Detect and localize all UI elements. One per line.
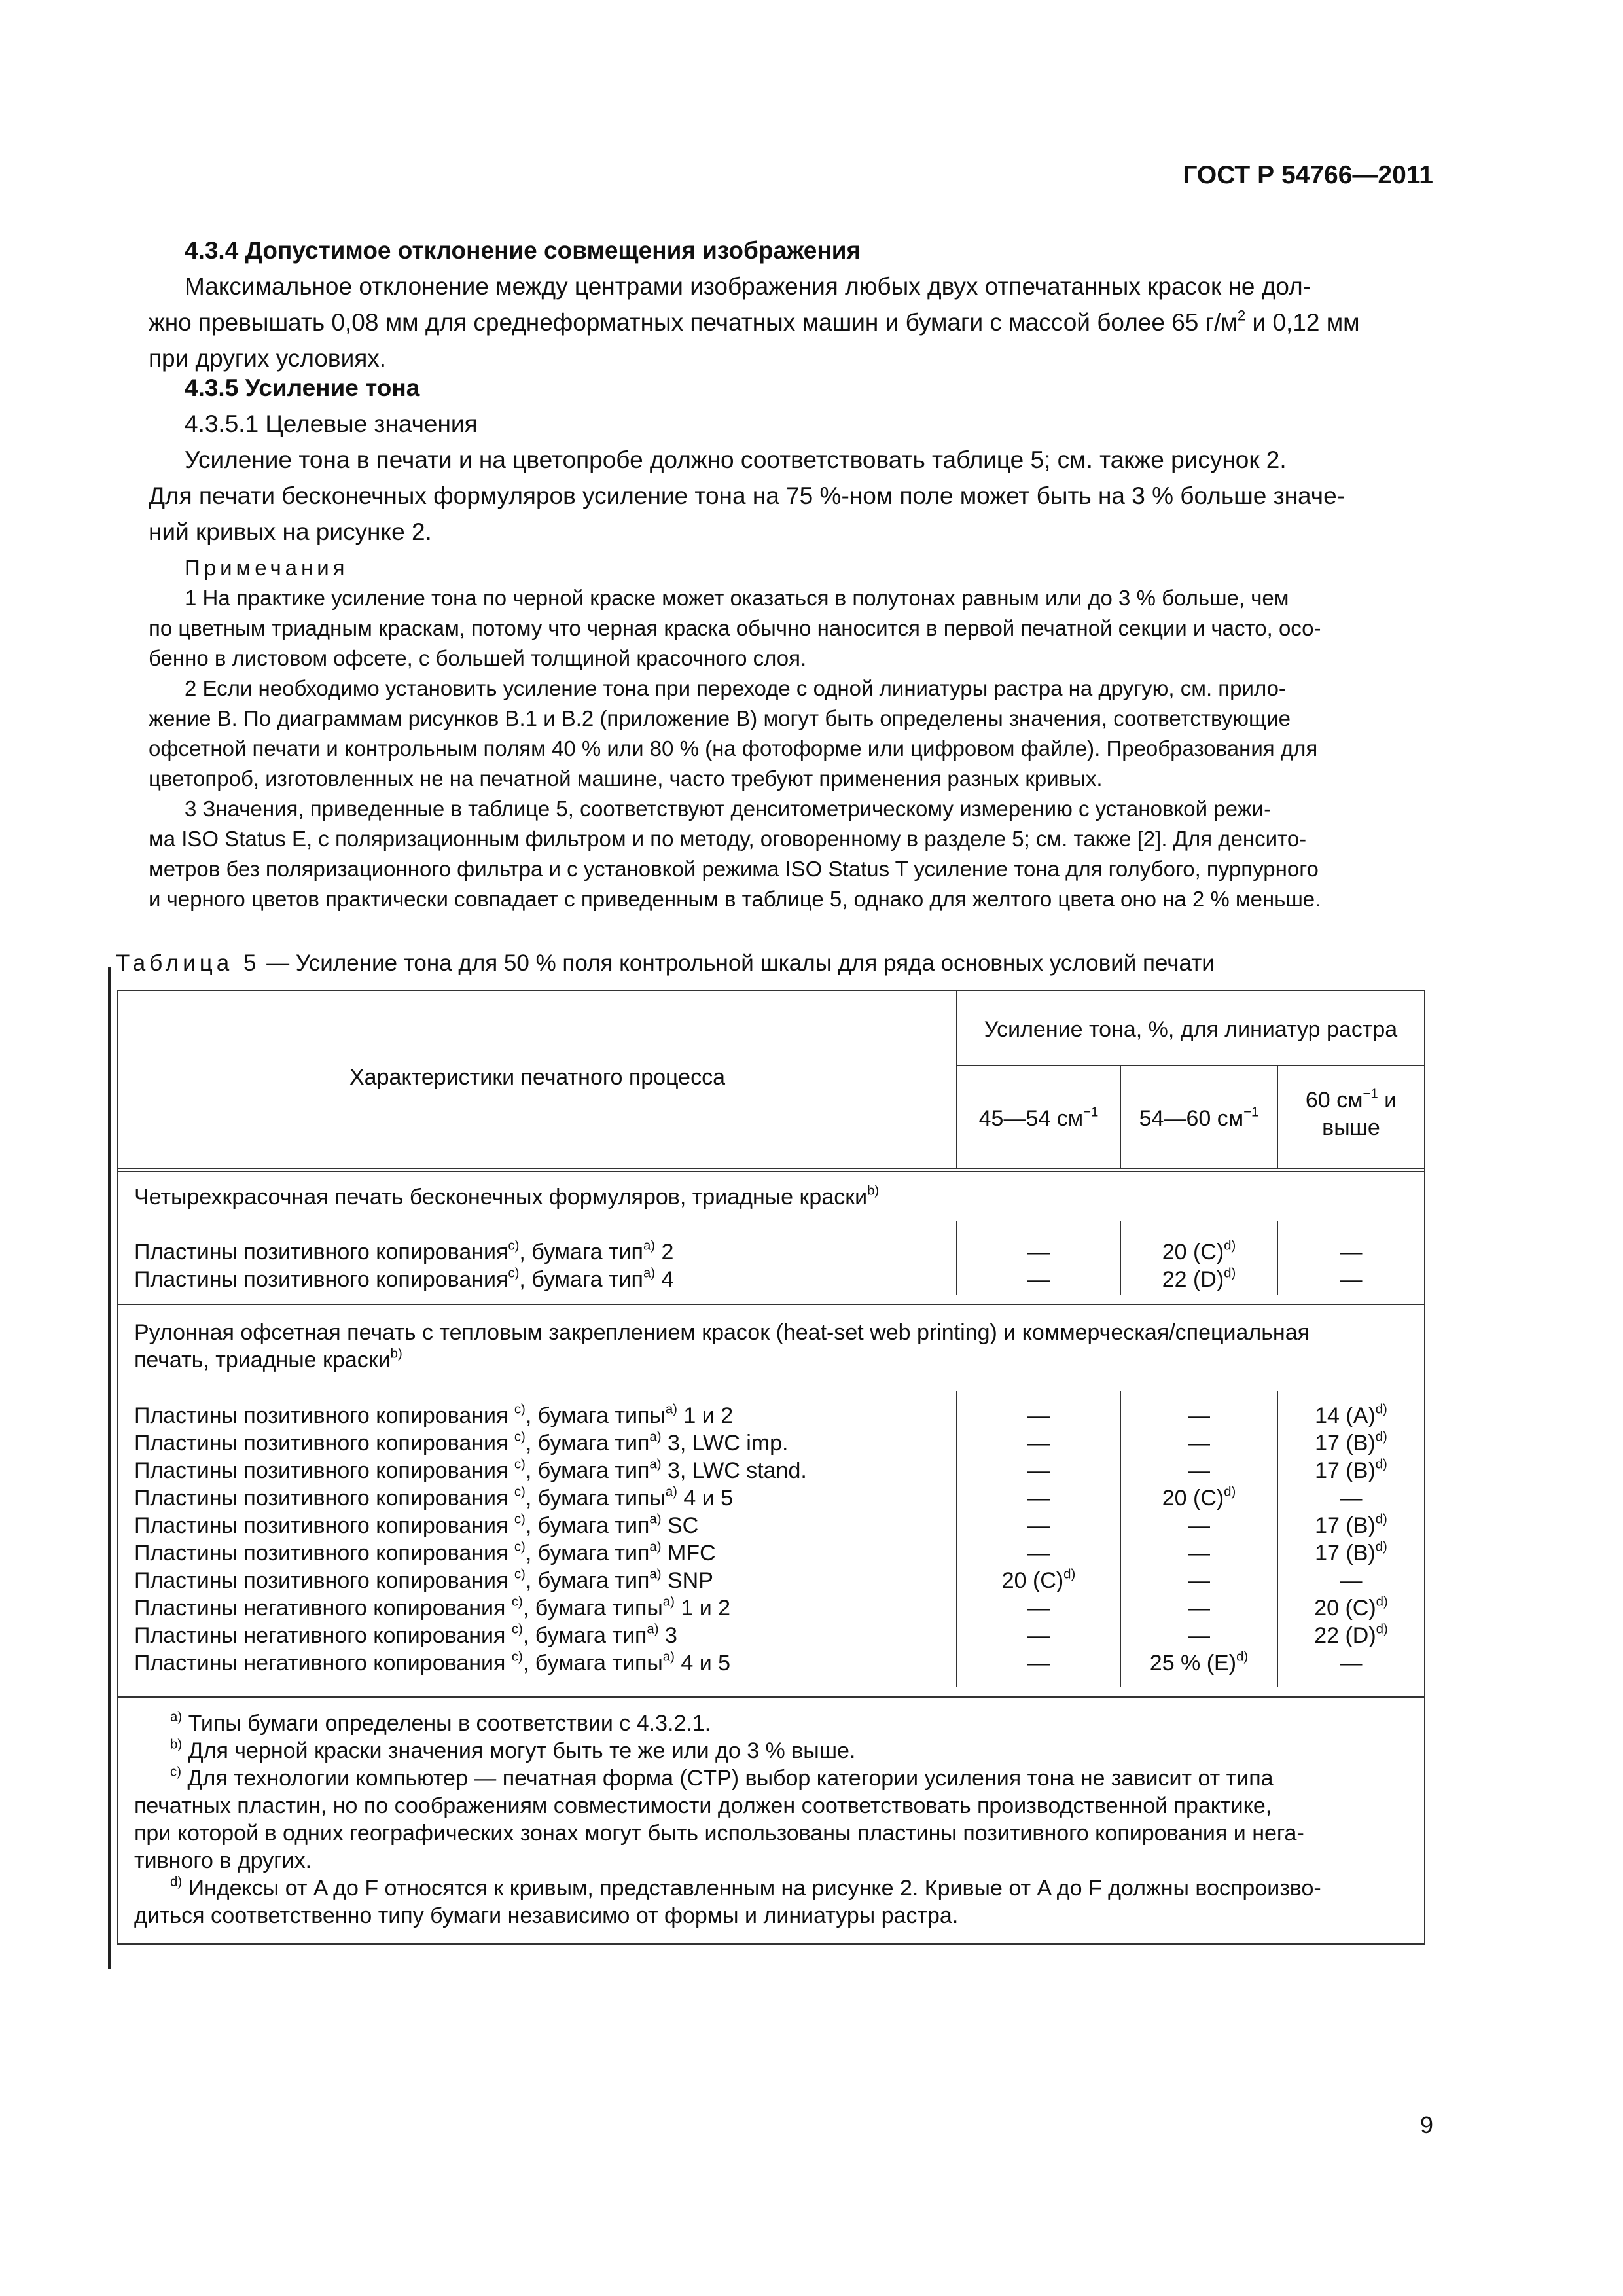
table-cell: 17 $(B)^{d)}$ xyxy=(1315,1539,1387,1566)
table-cell: — xyxy=(1188,1431,1210,1456)
table-cell: 20 $(C)^{d)}$ xyxy=(1162,1238,1236,1265)
table-row-label: Пластины позитивного копирования$^{c)}$, бумага тип$^{a)}$ 4 xyxy=(134,1266,674,1292)
table-cell: — xyxy=(1027,1623,1050,1648)
table-cell: — xyxy=(1027,1458,1050,1483)
table-cell: — xyxy=(1027,1431,1050,1456)
table-cell: 22 $(D)^{d)}$ xyxy=(1314,1622,1388,1648)
table-cell: — xyxy=(1027,1651,1050,1676)
table-cell: 20 $(C)^{d)}$ xyxy=(1314,1594,1388,1621)
notes-title: Примечания xyxy=(185,556,349,580)
table-cell: — xyxy=(1027,1403,1050,1428)
table-cell: 17 $(B)^{d)}$ xyxy=(1315,1429,1387,1456)
table-cell: — xyxy=(1188,1458,1210,1483)
table-cell: — xyxy=(1027,1486,1050,1511)
footnote-c: $^{c)}$ Для технологии компьютер — печатная форма (CTP) выбор категории усиления тона не зависит от типа печатных пластин, но по соображениям совместимости должен соответствовать производственной практике, при которой в одних географических зонах могут быть использованы пластины позитивного копирования и нега- тивного в других. xyxy=(134,1765,1304,1873)
section-434-paragraph: Максимальное отклонение между центрами изображения любых двух отпечатанных красок не дол- жно превышать 0,08 мм для среднеформатных печатных машин и бумаги с массой более 65 $г/м^2$ и 0,12 мм при других условиях. xyxy=(149,273,1360,372)
table-cell: 20 $(C)^{d)}$ xyxy=(1162,1484,1236,1511)
table-header-characteristics: Характеристики печатного процесса xyxy=(349,1065,725,1090)
table-header-col2: 54—60 $см^{-1}$ xyxy=(1139,1105,1259,1131)
table-cell: — xyxy=(1340,1486,1363,1511)
table-row-label: Пластины негативного копирования $^{c)}$, бумага типы$^{a)}$ 4 и 5 xyxy=(134,1649,731,1676)
table-header-dot-gain: Усиление тона, %, для линиатур растра xyxy=(984,1017,1398,1042)
table-footnotes xyxy=(134,1710,1414,1929)
table-cell: — xyxy=(1027,1541,1050,1566)
table-cell: — xyxy=(1188,1541,1210,1566)
table-cell: — xyxy=(1188,1623,1210,1648)
table-row-label: Пластины позитивного копирования $^{c)}$, бумага тип$^{a)}$ 3, LWC imp. xyxy=(134,1429,789,1456)
table-cell: — xyxy=(1027,1596,1050,1621)
table-cell: — xyxy=(1340,1267,1363,1292)
table-row-label: Пластины позитивного копирования $^{c)}$, бумага тип$^{a)}$ SNP xyxy=(134,1567,713,1593)
table-cell: — xyxy=(1027,1240,1050,1265)
subsection-heading-4351: 4.3.5.1 Целевые значения xyxy=(185,410,478,437)
table-cell: — xyxy=(1027,1513,1050,1538)
footnote-d: $^{d)}$ Индексы от A до F относятся к кривым, представленным на рисунке 2. Кривые от A до F должны воспроизво- диться соответственно типу бумаги независимо от формы и линиатуры растра. xyxy=(134,1874,1321,1928)
table-cell: — xyxy=(1340,1240,1363,1265)
table-row-label: Пластины позитивного копирования$^{c)}$, бумага тип$^{a)}$ 2 xyxy=(134,1238,674,1265)
table-cell: 14 $(A)^{d)}$ xyxy=(1315,1402,1387,1428)
table-group-title-forms: Четырехкрасочная печать бесконечных формуляров, триадные краски$^{b)}$ xyxy=(134,1183,880,1210)
document-code: ГОСТ Р 54766—2011 xyxy=(1183,161,1433,189)
table-row-label: Пластины позитивного копирования $^{c)}$, бумага типы$^{a)}$ 4 и 5 xyxy=(134,1484,734,1511)
table-cell: — xyxy=(1188,1568,1210,1593)
table-group-title-heatset: Рулонная офсетная печать с тепловым закреплением красок (heat-set web printing) и коммерческая/специальная печать, триадные краски$^{b)}$ xyxy=(134,1320,1310,1372)
table-cell: 20 $(C)^{d)}$ xyxy=(1001,1567,1076,1593)
table-cell: 22 $(D)^{d)}$ xyxy=(1162,1266,1236,1292)
section-heading-435: 4.3.5 Усиление тона xyxy=(185,374,420,401)
table-row-label: Пластины позитивного копирования $^{c)}$, бумага тип$^{a)}$ 3, LWC stand. xyxy=(134,1457,807,1483)
notes-body: 1 На практике усиление тона по черной краске может оказаться в полутонах равным или до 3 % больше, чем по цветным триадным краскам, потому что черная краска обычно наносится в первой печатной секции и часто, осо- бенно в листовом офсете, с большей толщиной красочного слоя. 2 Если необходимо установить усиление тона при переходе с одной линиатуры растра на другую, см. прило- жение В. По диаграммам рисунков В.1 и В.2 (приложение В) могут быть определены значения, соответствующие офсетной печати и контрольным полям 40 % или 80 % (на фотоформе или цифровом файле). Преобразования для цветопроб, изготовленных не на печатной машине, часто требуют применения разных кривых. 3 Значения, приведенные в таблице 5, соответствуют денситометрическому измерению с установкой режи- ма ISO Status E, с поляризационным фильтром и по методу, оговоренному в разделе 5; см. также [2]. Для денсито- метров без поляризационного фильтра и с установкой режима ISO Status T усиление тона для голубого, пурпурного и черного цветов практически совпадает с приведенным в таблице 5, однако для желтого цвета оно на 2 % меньше. xyxy=(149,586,1321,911)
table-cell: 17 $(B)^{d)}$ xyxy=(1315,1457,1387,1483)
table-header-col1: 45—54 $см^{-1}$ xyxy=(978,1105,1099,1131)
page-number: 9 xyxy=(1419,2111,1433,2138)
footnote-b: $^{b)}$ Для черной краски значения могут быть те же или до 3 % выше. xyxy=(170,1737,856,1763)
table-cell: — xyxy=(1188,1513,1210,1538)
table-cell: — xyxy=(1340,1651,1363,1676)
table-cell: 17 $(B)^{d)}$ xyxy=(1315,1512,1387,1538)
footnote-a: $^{a)}$ Типы бумаги определены в соответствии с 4.3.2.1. xyxy=(170,1710,711,1736)
table-cell: — xyxy=(1188,1596,1210,1621)
table-cell: — xyxy=(1188,1403,1210,1428)
table-caption: Таблица 5 — Усиление тона для 50 % поля контрольной шкалы для ряда основных условий печати xyxy=(116,950,1215,976)
table-row-label: Пластины негативного копирования $^{c)}$, бумага тип$^{a)}$ 3 xyxy=(134,1622,677,1648)
table-cell: — xyxy=(1340,1568,1363,1593)
table-row-label: Пластины позитивного копирования $^{c)}$, бумага типы$^{a)}$ 1 и 2 xyxy=(134,1402,734,1428)
section-heading-434: 4.3.4 Допустимое отклонение совмещения изображения xyxy=(185,237,861,264)
table-header-col3: 60 $см^{-1}$ и выше xyxy=(1305,1086,1397,1140)
table-row-label: Пластины позитивного копирования $^{c)}$, бумага тип$^{a)}$ MFC xyxy=(134,1539,716,1566)
section-435-paragraph: Усиление тона в печати и на цветопробе должно соответствовать таблице 5; см. также рисунок 2. Для печати бесконечных формуляров усиление тона на 75 %-ном поле может быть на 3 % больше значе- ний кривых на рисунке 2. xyxy=(149,446,1345,545)
table-row-label: Пластины негативного копирования $^{c)}$, бумага типы$^{a)}$ 1 и 2 xyxy=(134,1594,731,1621)
table-cell: — xyxy=(1027,1267,1050,1292)
table-row-label: Пластины позитивного копирования $^{c)}$, бумага тип$^{a)}$ SC xyxy=(134,1512,699,1538)
table-cell: 25 % $(E)^{d)}$ xyxy=(1149,1649,1249,1676)
